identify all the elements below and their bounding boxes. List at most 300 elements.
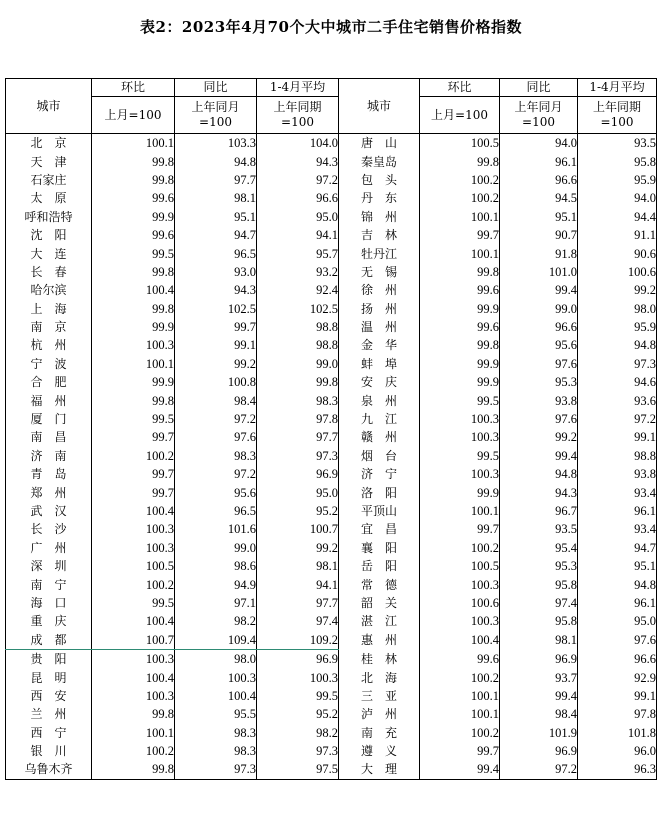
mom-value-left: 99.8 [92,171,175,189]
yoy-value-right: 95.8 [500,575,578,593]
avg-value-left: 97.3 [257,447,339,465]
mom-value-right: 100.2 [420,171,500,189]
table-row [6,208,657,226]
avg-value-left: 97.4 [257,612,339,630]
table-row [6,687,657,705]
yoy-value-right: 96.6 [500,171,578,189]
avg-value-right: 94.4 [578,208,657,226]
mom-value-right: 99.8 [420,263,500,281]
mom-value-right: 99.7 [420,742,500,760]
mom-value-right: 100.4 [420,631,500,650]
mom-value-right: 100.5 [420,134,500,153]
yoy-value-left: 97.7 [175,171,257,189]
avg-value-right: 97.6 [578,631,657,650]
city-name-right: 安 庆 [339,373,420,391]
city-name-left: 青 岛 [6,465,92,483]
avg-value-right: 96.0 [578,742,657,760]
avg-value-left: 97.7 [257,428,339,446]
yoy-column-header-right: 同比 [500,79,578,97]
avg-value-right: 100.6 [578,263,657,281]
yoy-value-right: 97.6 [500,355,578,373]
yoy-value-right: 94.3 [500,483,578,501]
mom-value-right: 99.6 [420,318,500,336]
city-name-right: 扬 州 [339,300,420,318]
mom-value-left: 99.5 [92,410,175,428]
avg-value-left: 95.2 [257,502,339,520]
mom-value-right: 100.3 [420,465,500,483]
city-name-left: 北 京 [6,134,92,153]
table-row [6,281,657,299]
yoy-value-left: 96.5 [175,502,257,520]
yoy-value-right: 97.6 [500,410,578,428]
mom-value-left: 99.7 [92,428,175,446]
mom-value-right: 99.4 [420,760,500,779]
yoy-value-left: 97.6 [175,428,257,446]
mom-value-right: 100.3 [420,612,500,630]
yoy-value-right: 96.6 [500,318,578,336]
city-name-right: 泸 州 [339,705,420,723]
avg-value-right: 90.6 [578,244,657,262]
mom-base-header-left: 上月=100 [92,97,175,134]
table-row [6,152,657,170]
mom-value-left: 99.6 [92,226,175,244]
mom-value-left: 100.1 [92,134,175,153]
city-name-right: 常 德 [339,575,420,593]
avg-value-left: 99.5 [257,687,339,705]
avg-value-right: 97.2 [578,410,657,428]
city-name-left: 沈 阳 [6,226,92,244]
city-name-left: 成 都 [6,631,92,650]
mom-value-left: 99.5 [92,594,175,612]
mom-value-left: 100.4 [92,502,175,520]
city-name-right: 赣 州 [339,428,420,446]
yoy-value-right: 97.4 [500,594,578,612]
yoy-value-left: 98.2 [175,612,257,630]
mom-value-right: 99.9 [420,483,500,501]
yoy-base-header-left: 上年同月=100 [175,97,257,134]
mom-value-right: 100.5 [420,557,500,575]
price-index-table [5,78,657,780]
page-title: 表2：2023年4月70个大中城市二手住宅销售价格指数 [140,18,522,36]
yoy-value-left: 102.5 [175,300,257,318]
mom-value-left: 100.2 [92,742,175,760]
mom-value-left: 99.7 [92,465,175,483]
city-name-left: 石家庄 [6,171,92,189]
yoy-value-right: 97.2 [500,760,578,779]
mom-value-left: 99.9 [92,318,175,336]
yoy-value-left: 94.9 [175,575,257,593]
city-name-left: 广 州 [6,539,92,557]
table-row [6,373,657,391]
yoy-value-right: 94.5 [500,189,578,207]
mom-value-left: 100.3 [92,539,175,557]
yoy-value-right: 98.4 [500,705,578,723]
mom-value-right: 100.2 [420,724,500,742]
table-row [6,483,657,501]
yoy-value-right: 98.1 [500,631,578,650]
city-name-right: 九 江 [339,410,420,428]
city-name-right: 牡丹江 [339,244,420,262]
avg-value-right: 95.0 [578,612,657,630]
yoy-value-left: 100.4 [175,687,257,705]
yoy-value-left: 98.3 [175,742,257,760]
city-name-right: 平顶山 [339,502,420,520]
table-row [6,742,657,760]
mom-value-left: 99.8 [92,300,175,318]
city-name-right: 桂 林 [339,649,420,668]
mom-value-right: 99.6 [420,281,500,299]
city-name-left: 南 京 [6,318,92,336]
table-row [6,300,657,318]
mom-value-left: 99.7 [92,483,175,501]
table-row [6,134,657,153]
mom-value-left: 100.4 [92,668,175,686]
avg-value-left: 104.0 [257,134,339,153]
yoy-value-right: 96.7 [500,502,578,520]
avg-value-left: 98.8 [257,336,339,354]
city-name-left: 兰 州 [6,705,92,723]
avg-value-right: 93.4 [578,520,657,538]
yoy-value-right: 99.2 [500,428,578,446]
mom-base-header-right: 上月=100 [420,97,500,134]
avg-value-right: 93.8 [578,465,657,483]
avg-value-right: 98.8 [578,447,657,465]
city-name-left: 上 海 [6,300,92,318]
yoy-value-right: 99.4 [500,687,578,705]
table-row [6,539,657,557]
mom-value-left: 100.4 [92,612,175,630]
city-name-right: 烟 台 [339,447,420,465]
avg-value-right: 91.1 [578,226,657,244]
avg-value-right: 93.4 [578,483,657,501]
city-name-right: 南 充 [339,724,420,742]
mom-value-left: 100.2 [92,447,175,465]
city-name-left: 西 宁 [6,724,92,742]
city-name-right: 蚌 埠 [339,355,420,373]
avg-value-right: 92.9 [578,668,657,686]
avg-value-right: 99.2 [578,281,657,299]
table-row [6,575,657,593]
avg-value-left: 97.7 [257,594,339,612]
mom-value-left: 100.5 [92,557,175,575]
avg-value-left: 98.2 [257,724,339,742]
city-name-right: 韶 关 [339,594,420,612]
avg-value-left: 99.8 [257,373,339,391]
mom-value-left: 99.8 [92,263,175,281]
city-name-left: 深 圳 [6,557,92,575]
mom-value-left: 100.7 [92,631,175,650]
mom-value-right: 99.7 [420,520,500,538]
avg-value-right: 94.8 [578,575,657,593]
mom-value-left: 99.5 [92,244,175,262]
city-name-right: 北 海 [339,668,420,686]
mom-value-left: 100.4 [92,281,175,299]
mom-column-header-left: 环比 [92,79,175,97]
avg-column-header-right: 1-4月平均 [578,79,657,97]
city-name-left: 贵 阳 [6,649,92,668]
avg-value-left: 95.2 [257,705,339,723]
yoy-value-left: 98.3 [175,724,257,742]
city-name-right: 岳 阳 [339,557,420,575]
mom-value-left: 99.9 [92,208,175,226]
city-name-right: 吉 林 [339,226,420,244]
yoy-value-left: 94.8 [175,152,257,170]
yoy-value-right: 91.8 [500,244,578,262]
avg-value-left: 95.7 [257,244,339,262]
mom-value-left: 100.3 [92,520,175,538]
mom-value-right: 100.3 [420,428,500,446]
city-name-right: 唐 山 [339,134,420,153]
avg-value-left: 94.3 [257,152,339,170]
city-name-left: 武 汉 [6,502,92,520]
mom-value-left: 99.8 [92,391,175,409]
avg-value-left: 100.7 [257,520,339,538]
city-name-left: 福 州 [6,391,92,409]
city-name-left: 海 口 [6,594,92,612]
table-row [6,631,657,650]
yoy-value-left: 103.3 [175,134,257,153]
avg-value-left: 95.0 [257,208,339,226]
city-name-left: 厦 门 [6,410,92,428]
avg-value-left: 109.2 [257,631,339,650]
yoy-value-left: 98.0 [175,649,257,668]
city-name-right: 惠 州 [339,631,420,650]
city-name-right: 无 锡 [339,263,420,281]
yoy-value-right: 95.4 [500,539,578,557]
mom-value-right: 99.9 [420,355,500,373]
mom-value-left: 99.9 [92,373,175,391]
yoy-value-left: 98.4 [175,391,257,409]
avg-value-right: 97.8 [578,705,657,723]
mom-value-right: 99.6 [420,649,500,668]
yoy-value-left: 97.2 [175,410,257,428]
city-name-left: 西 安 [6,687,92,705]
table-row [6,649,657,668]
yoy-value-left: 97.2 [175,465,257,483]
city-name-right: 大 理 [339,760,420,779]
table-body [6,134,657,780]
mom-value-left: 99.8 [92,152,175,170]
table-row [6,226,657,244]
table-row [6,705,657,723]
mom-value-left: 100.1 [92,355,175,373]
table-row [6,336,657,354]
yoy-value-right: 96.1 [500,152,578,170]
yoy-value-right: 99.4 [500,447,578,465]
city-name-left: 宁 波 [6,355,92,373]
mom-value-right: 99.5 [420,391,500,409]
mom-value-right: 100.1 [420,705,500,723]
yoy-value-left: 109.4 [175,631,257,650]
avg-value-left: 94.1 [257,226,339,244]
city-name-right: 济 宁 [339,465,420,483]
yoy-value-right: 96.9 [500,742,578,760]
yoy-value-right: 93.7 [500,668,578,686]
table-row [6,724,657,742]
table-row [6,171,657,189]
city-name-right: 秦皇岛 [339,152,420,170]
mom-value-right: 100.1 [420,502,500,520]
avg-value-left: 95.0 [257,483,339,501]
avg-value-left: 97.2 [257,171,339,189]
table-row [6,391,657,409]
yoy-value-right: 101.9 [500,724,578,742]
avg-value-left: 97.5 [257,760,339,779]
city-name-left: 太 原 [6,189,92,207]
avg-value-right: 93.5 [578,134,657,153]
table-row [6,318,657,336]
avg-value-right: 94.7 [578,539,657,557]
avg-value-left: 97.3 [257,742,339,760]
yoy-value-left: 94.7 [175,226,257,244]
city-name-right: 三 亚 [339,687,420,705]
avg-value-right: 96.1 [578,594,657,612]
city-name-left: 乌鲁木齐 [6,760,92,779]
city-name-right: 包 头 [339,171,420,189]
yoy-value-left: 99.7 [175,318,257,336]
avg-value-right: 95.9 [578,318,657,336]
table-row [6,557,657,575]
avg-value-left: 102.5 [257,300,339,318]
yoy-value-right: 95.3 [500,557,578,575]
yoy-value-right: 94.0 [500,134,578,153]
city-name-left: 哈尔滨 [6,281,92,299]
city-name-left: 南 昌 [6,428,92,446]
city-name-left: 济 南 [6,447,92,465]
table-row [6,355,657,373]
mom-value-left: 100.2 [92,575,175,593]
mom-value-right: 100.2 [420,668,500,686]
avg-value-right: 94.8 [578,336,657,354]
yoy-value-left: 95.6 [175,483,257,501]
mom-value-right: 100.3 [420,410,500,428]
avg-value-right: 95.9 [578,171,657,189]
yoy-value-left: 94.3 [175,281,257,299]
table-row [6,189,657,207]
avg-value-right: 99.1 [578,428,657,446]
city-name-left: 杭 州 [6,336,92,354]
yoy-value-left: 98.1 [175,189,257,207]
avg-value-left: 93.2 [257,263,339,281]
avg-value-left: 100.3 [257,668,339,686]
avg-value-right: 95.8 [578,152,657,170]
yoy-value-right: 90.7 [500,226,578,244]
mom-value-right: 100.2 [420,539,500,557]
table-header [6,79,657,134]
avg-value-right: 96.1 [578,502,657,520]
table-row [6,612,657,630]
yoy-value-left: 93.0 [175,263,257,281]
yoy-value-right: 95.8 [500,612,578,630]
mom-value-right: 100.6 [420,594,500,612]
table-row [6,594,657,612]
avg-value-right: 98.0 [578,300,657,318]
avg-value-left: 96.9 [257,465,339,483]
mom-value-right: 100.2 [420,189,500,207]
yoy-value-left: 100.8 [175,373,257,391]
mom-value-left: 99.8 [92,760,175,779]
city-name-right: 金 华 [339,336,420,354]
avg-value-left: 94.1 [257,575,339,593]
city-name-right: 洛 阳 [339,483,420,501]
avg-value-left: 99.0 [257,355,339,373]
mom-value-left: 100.3 [92,687,175,705]
city-name-right: 锦 州 [339,208,420,226]
mom-value-right: 100.1 [420,244,500,262]
avg-value-right: 99.1 [578,687,657,705]
mom-value-right: 99.8 [420,336,500,354]
city-name-right: 湛 江 [339,612,420,630]
yoy-value-left: 100.3 [175,668,257,686]
table-row [6,668,657,686]
mom-value-left: 100.3 [92,649,175,668]
yoy-value-right: 93.5 [500,520,578,538]
avg-column-header-left: 1-4月平均 [257,79,339,97]
mom-value-left: 100.1 [92,724,175,742]
table-row [6,760,657,779]
avg-value-left: 92.4 [257,281,339,299]
mom-value-right: 100.1 [420,208,500,226]
avg-value-right: 96.3 [578,760,657,779]
table-row [6,410,657,428]
yoy-value-right: 95.3 [500,373,578,391]
city-name-left: 南 宁 [6,575,92,593]
avg-value-right: 96.6 [578,649,657,668]
yoy-value-right: 96.9 [500,649,578,668]
yoy-value-left: 98.3 [175,447,257,465]
city-column-header-left: 城市 [6,79,92,134]
city-name-right: 温 州 [339,318,420,336]
avg-value-right: 95.1 [578,557,657,575]
table-row [6,520,657,538]
avg-base-header-left: 上年同期=100 [257,97,339,134]
table-row [6,263,657,281]
avg-value-left: 96.9 [257,649,339,668]
mom-value-right: 99.7 [420,226,500,244]
yoy-value-left: 97.1 [175,594,257,612]
mom-value-left: 100.3 [92,336,175,354]
mom-value-right: 99.8 [420,152,500,170]
avg-value-right: 93.6 [578,391,657,409]
yoy-value-right: 94.8 [500,465,578,483]
table-row [6,244,657,262]
city-name-left: 大 连 [6,244,92,262]
mom-value-right: 99.9 [420,300,500,318]
yoy-column-header-left: 同比 [175,79,257,97]
city-column-header-right: 城市 [339,79,420,134]
avg-value-right: 94.0 [578,189,657,207]
yoy-value-right: 99.4 [500,281,578,299]
city-name-right: 襄 阳 [339,539,420,557]
yoy-value-left: 95.1 [175,208,257,226]
table-row [6,502,657,520]
avg-value-right: 97.3 [578,355,657,373]
city-name-right: 徐 州 [339,281,420,299]
yoy-value-right: 95.1 [500,208,578,226]
yoy-value-right: 99.0 [500,300,578,318]
avg-value-left: 98.1 [257,557,339,575]
avg-value-left: 98.8 [257,318,339,336]
city-name-left: 合 肥 [6,373,92,391]
city-name-left: 天 津 [6,152,92,170]
avg-value-right: 101.8 [578,724,657,742]
mom-column-header-right: 环比 [420,79,500,97]
avg-base-header-right: 上年同期=100 [578,97,657,134]
mom-value-right: 100.1 [420,687,500,705]
city-name-left: 长 沙 [6,520,92,538]
avg-value-right: 94.6 [578,373,657,391]
yoy-value-left: 101.6 [175,520,257,538]
